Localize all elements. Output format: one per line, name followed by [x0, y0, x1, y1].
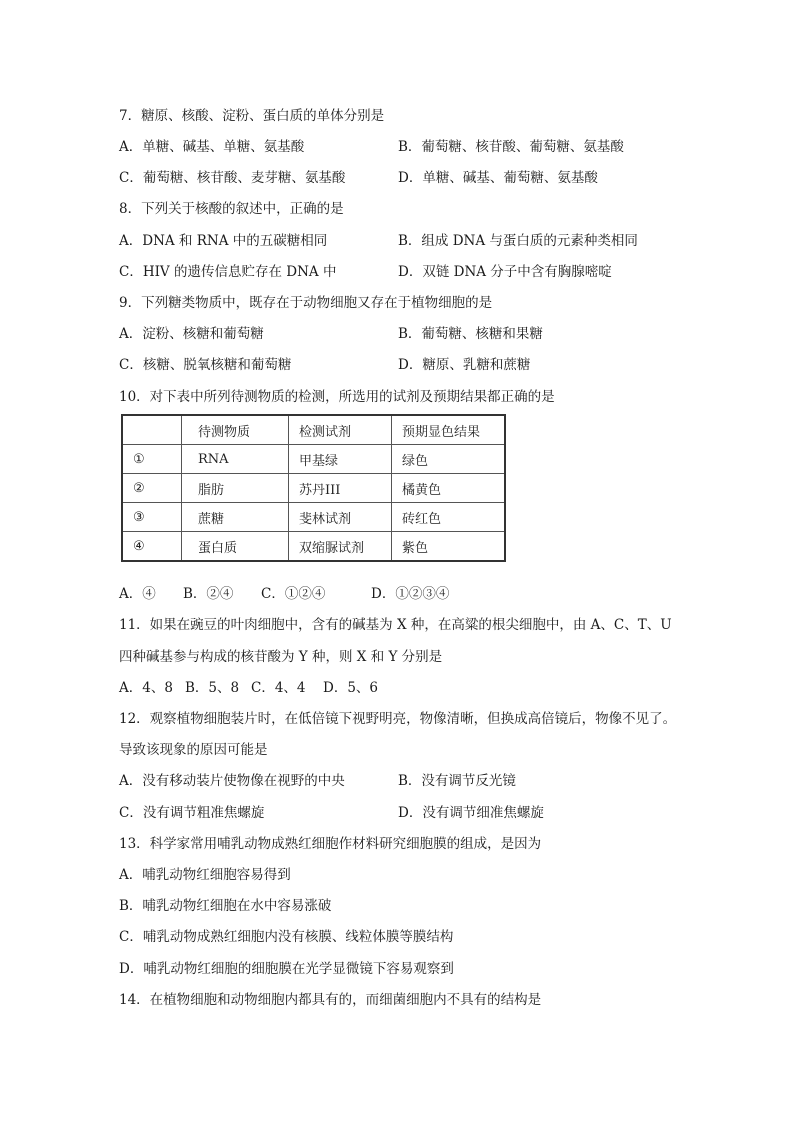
q10-stem: 10．对下表中所列待测物质的检测，所选用的试剂及预期结果都正确的是 — [119, 389, 555, 405]
q9-option-c: C．核糖、脱氧核糖和葡萄糖 — [119, 357, 292, 373]
table-cell: 蛋白质 — [182, 532, 289, 562]
q14-stem: 14．在植物细胞和动物细胞内都具有的，而细菌细胞内不具有的结构是 — [119, 992, 542, 1008]
table-header-cell: 检测试剂 — [289, 415, 392, 445]
table-cell: ① — [122, 445, 182, 474]
q10-option-b: B．②④ — [183, 586, 234, 602]
q10-option-d: D．①②③④ — [371, 586, 450, 602]
reagent-table — [121, 414, 506, 562]
q7-stem: 7．糖原、核酸、淀粉、蛋白质的单体分别是 — [119, 108, 385, 124]
table-cell: 砖红色 — [392, 503, 506, 532]
table-header-cell: 待测物质 — [182, 415, 289, 445]
q13-option-d: D．哺乳动物红细胞的细胞膜在光学显微镜下容易观察到 — [119, 961, 454, 977]
table-row — [122, 474, 505, 503]
q9-option-b: B．葡萄糖、核糖和果糖 — [398, 326, 543, 342]
q8-option-b: B．组成 DNA 与蛋白质的元素种类相同 — [398, 233, 638, 249]
table-cell: 蔗糖 — [182, 503, 289, 532]
q11-option-a: A．4、8 — [119, 680, 173, 696]
q12-option-d: D．没有调节细准焦螺旋 — [398, 805, 544, 821]
q11-stem-line2: 四种碱基参与构成的核苷酸为 Y 种，则 X 和 Y 分别是 — [119, 649, 443, 665]
q13-option-a: A．哺乳动物红细胞容易得到 — [119, 867, 291, 883]
q12-stem-line1: 12．观察植物细胞装片时，在低倍镜下视野明亮，物像清晰，但换成高倍镜后，物像不见了。 — [119, 711, 677, 727]
table-cell: ④ — [122, 532, 182, 562]
table-header-row — [122, 415, 505, 445]
q8-option-a: A．DNA 和 RNA 中的五碳糖相同 — [119, 233, 328, 249]
table-row — [122, 503, 505, 532]
q11-option-c: C．4、4 — [251, 680, 306, 696]
q9-stem: 9．下列糖类物质中，既存在于动物细胞又存在于植物细胞的是 — [119, 295, 493, 311]
q10-option-c: C．①②④ — [261, 586, 326, 602]
q11-stem-line1: 11．如果在豌豆的叶肉细胞中，含有的碱基为 X 种，在高粱的根尖细胞中，由 A、C、T、U — [119, 617, 672, 633]
q7-option-b: B．葡萄糖、核苷酸、葡萄糖、氨基酸 — [398, 139, 624, 155]
table-cell: 双缩脲试剂 — [289, 532, 392, 562]
q12-option-c: C．没有调节粗准焦螺旋 — [119, 805, 265, 821]
q7-option-c: C．葡萄糖、核苷酸、麦芽糖、氨基酸 — [119, 170, 346, 186]
table-row — [122, 445, 505, 474]
q7-option-a: A．单糖、碱基、单糖、氨基酸 — [119, 139, 305, 155]
q8-option-d: D．双链 DNA 分子中含有胸腺嘧啶 — [398, 264, 612, 280]
table-cell: ③ — [122, 503, 182, 532]
q10-option-a: A．④ — [119, 586, 156, 602]
q10-options — [119, 582, 449, 602]
q9-option-d: D．糖原、乳糖和蔗糖 — [398, 357, 531, 373]
table-header-cell: 预期显色结果 — [392, 415, 506, 445]
q13-option-c: C．哺乳动物成熟红细胞内没有核膜、线粒体膜等膜结构 — [119, 929, 454, 945]
table-cell: RNA — [182, 445, 289, 474]
table-cell: 斐林试剂 — [289, 503, 392, 532]
table-cell: 橘黄色 — [392, 474, 506, 503]
table-cell: 苏丹III — [289, 474, 392, 503]
table-header-cell — [122, 415, 182, 445]
q9-option-a: A．淀粉、核糖和葡萄糖 — [119, 326, 264, 342]
table-cell: ② — [122, 474, 182, 503]
q11-options — [119, 676, 378, 696]
table-cell: 紫色 — [392, 532, 506, 562]
table-cell: 绿色 — [392, 445, 506, 474]
table-cell: 脂肪 — [182, 474, 289, 503]
q12-option-b: B．没有调节反光镜 — [398, 773, 516, 789]
q13-stem: 13．科学家常用哺乳动物成熟红细胞作材料研究细胞膜的组成，是因为 — [119, 836, 542, 852]
q11-option-d: D．5、6 — [323, 680, 379, 696]
q12-stem-line2: 导致该现象的原因可能是 — [119, 742, 268, 758]
q12-option-a: A．没有移动装片使物像在视野的中央 — [119, 773, 345, 789]
q8-option-c: C．HIV 的遗传信息贮存在 DNA 中 — [119, 264, 337, 280]
q8-stem: 8．下列关于核酸的叙述中，正确的是 — [119, 201, 344, 217]
q7-option-d: D．单糖、碱基、葡萄糖、氨基酸 — [398, 170, 598, 186]
table-row — [122, 532, 505, 562]
q13-option-b: B．哺乳动物红细胞在水中容易涨破 — [119, 898, 332, 914]
q11-option-b: B．5、8 — [185, 680, 240, 696]
table-cell: 甲基绿 — [289, 445, 392, 474]
